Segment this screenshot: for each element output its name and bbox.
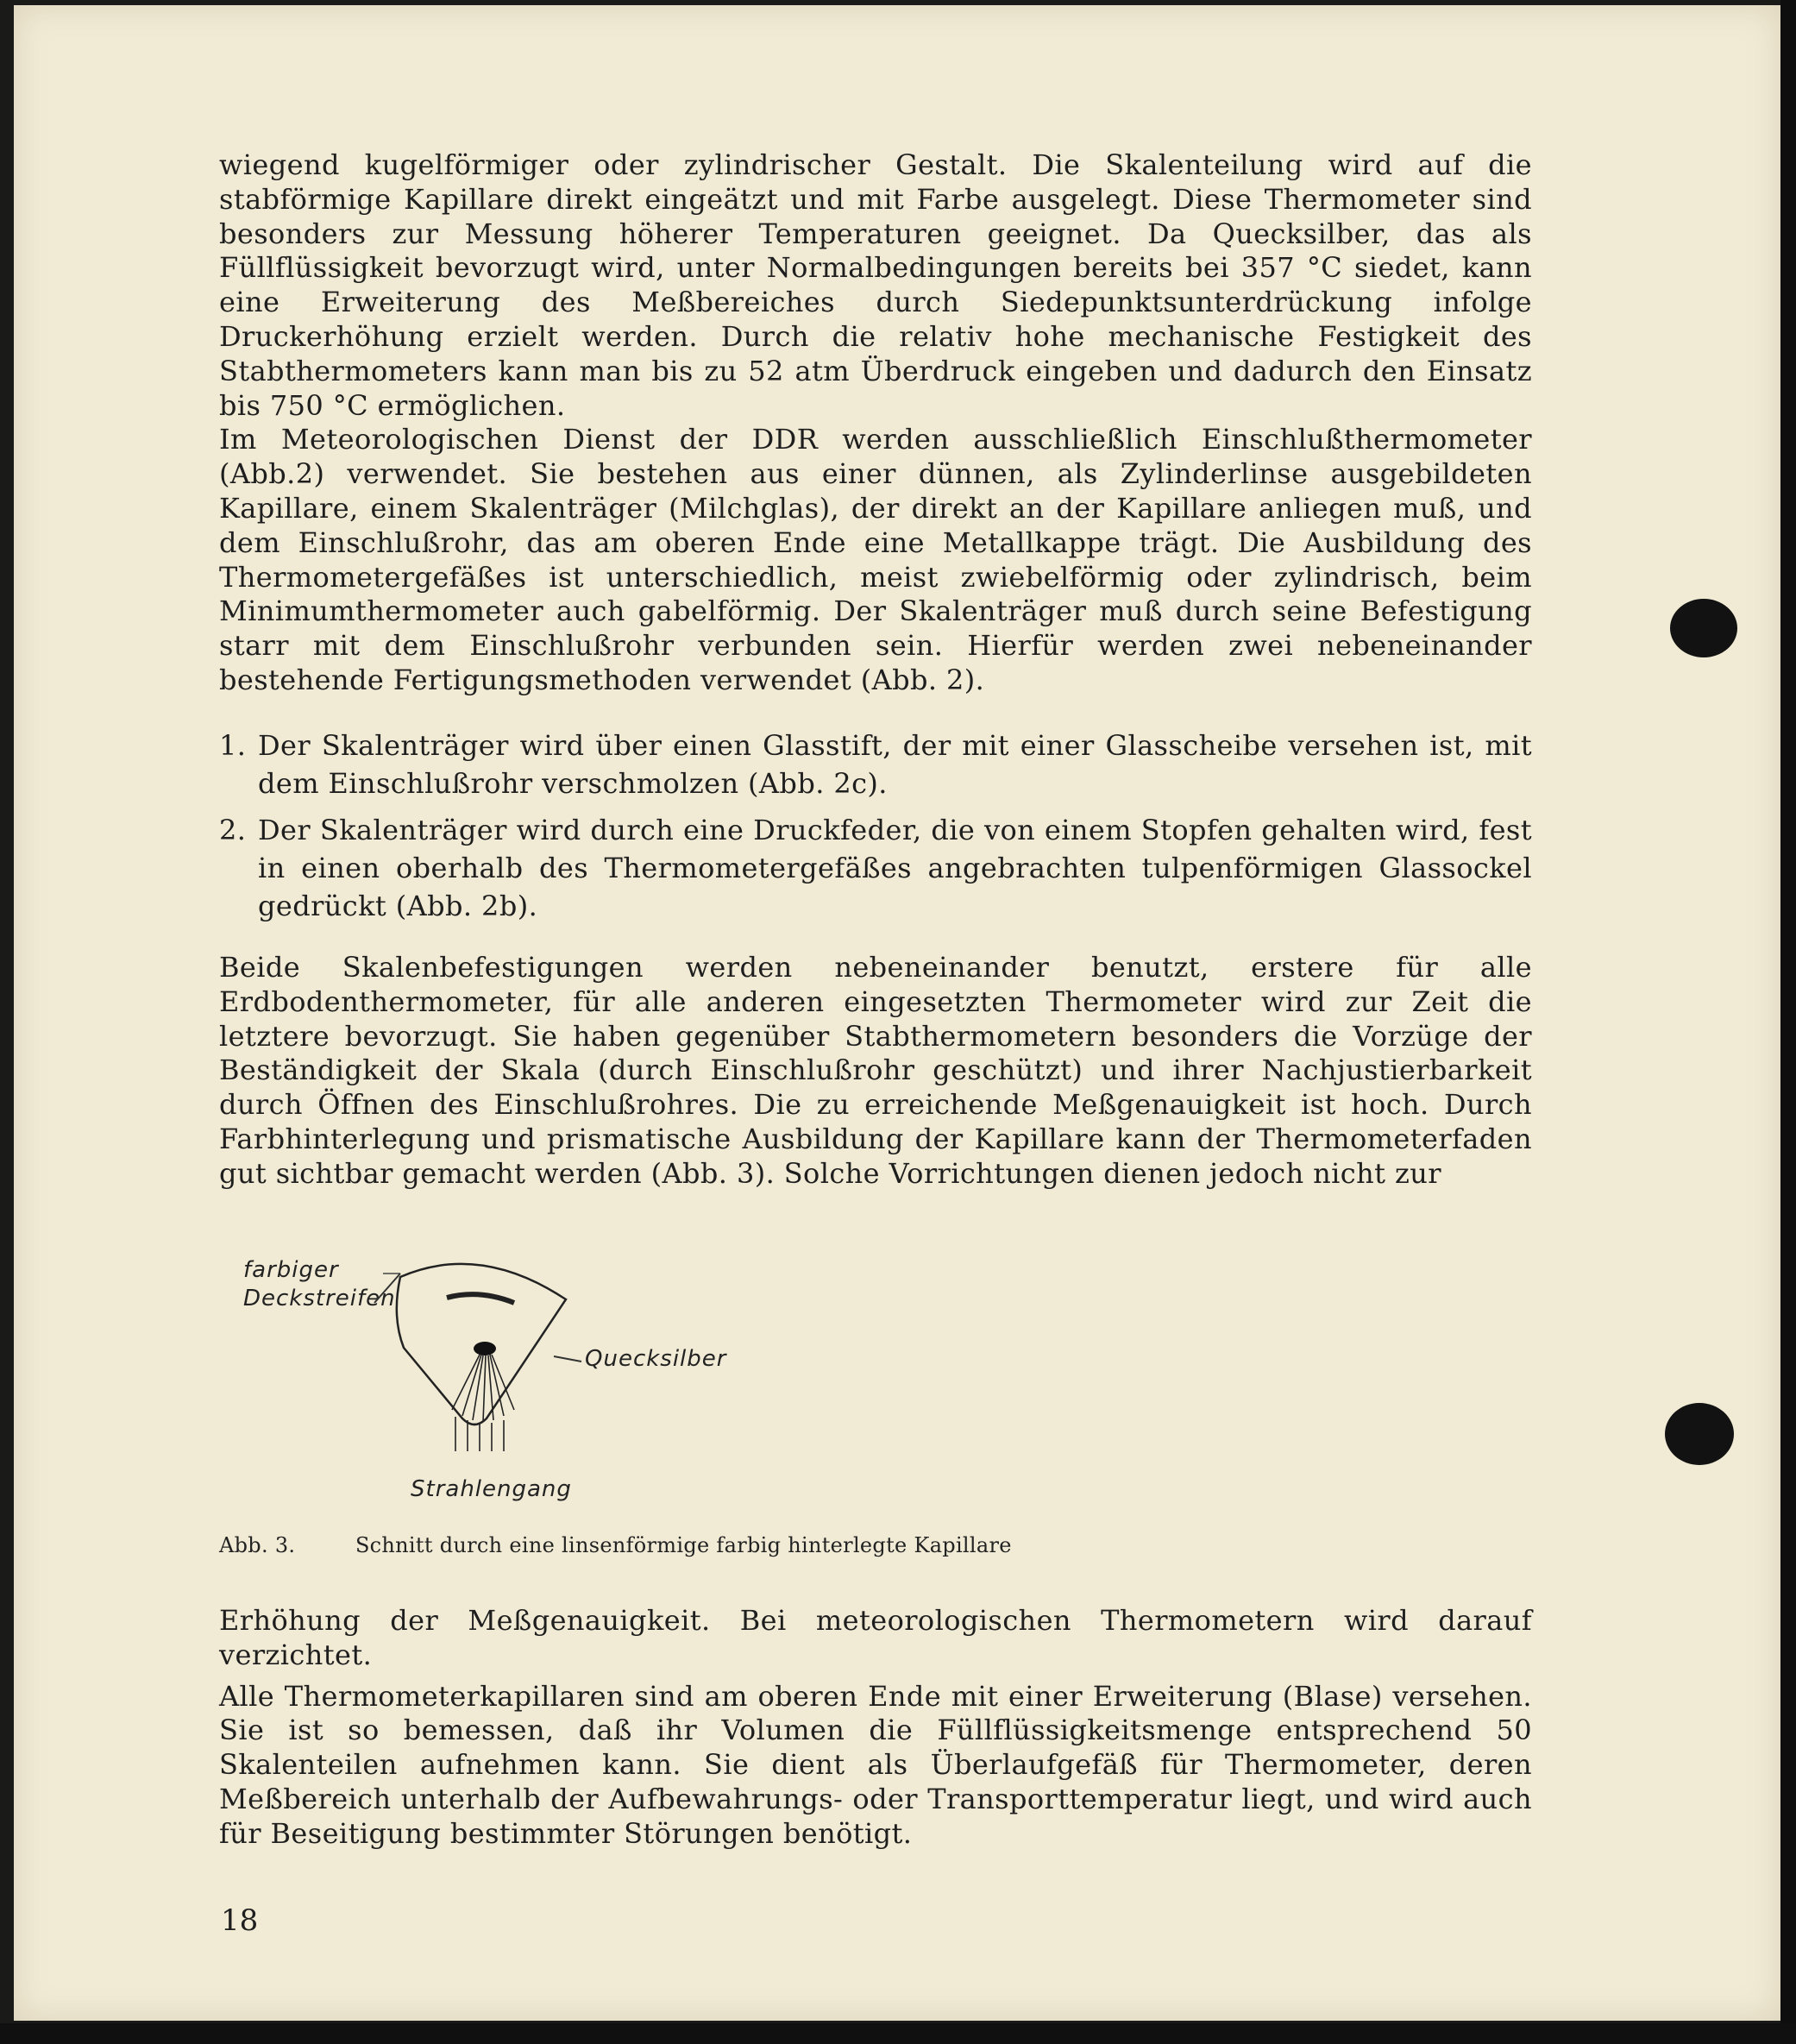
paragraph-1: wiegend kugelförmiger oder zylindrischer Gestalt. Die Skalenteilung wird auf die stabförmige Kapillare direkt eingeätzt und mit Farbe ausgelegt. Diese Thermometer sind besonders zur Messung höherer Temperaturen geeignet. Da Quecksilber, das als Füllflüssigkeit bevorzugt wird, unter Normalbedingungen bereits bei 357 °C siedet, kann eine Erweiterung des Meßbereiches durch Siedepunktsunterdrückung infolge Druckerhöhung erzielt werden. Durch die relativ hohe mechanische Festigkeit des Stabthermometers kann man bis zu 52 atm Überdruck eingeben und dadurch den Einsatz bis 750 °C ermöglichen. — [219, 148, 1532, 422]
paragraph-4-block — [219, 1604, 1532, 1852]
figure-capillary-cross-section — [229, 1248, 764, 1532]
paragraph-2: Im Meteorologischen Dienst der DDR werden ausschließlich Einschlußthermometer (Abb.2) verwendet. Sie bestehen aus einer dünnen, als Zylinderlinse ausgebildeten Kapillare, einem Skalenträger (Milchglas), der direkt an der Kapillare anliegen muß, und dem Einschlußrohr, das am oberen Ende eine Metallkappe trägt. Die Ausbildung des Thermometergefäßes ist unterschiedlich, meist zwiebelförmig oder zylindrisch, beim Minimumthermometer auch gabelförmig. Der Skalenträger muß durch seine Befestigung starr mit dem Einschlußrohr verbunden sein. Hierfür werden zwei nebeneinander bestehende Fertigungsmethoden verwendet (Abb. 2). — [219, 423, 1532, 696]
paragraph-3: Beide Skalenbefestigungen werden nebeneinander benutzt, erstere für alle Erdbodenthermometer, für alle anderen eingesetzten Thermometer wird zur Zeit die letztere bevorzugt. Sie haben gegenüber Stabthermometern besonders die Vorzüge der Beständigkeit der Skala (durch Einschlußrohr geschützt) und ihrer Nachjustierbarkeit durch Öffnen des Einschlußrohres. Die zu erreichende Meßgenauigkeit ist hoch. Durch Farbhinterlegung und prismatische Ausbildung der Kapillare kann der Thermometerfaden gut sichtbar gemacht werden (Abb. 3). Solche Vorrichtungen dienen jedoch nicht zur — [219, 951, 1532, 1190]
numbered-list — [219, 726, 1532, 925]
scan-right-edge — [1780, 0, 1796, 2044]
capillary-diagram — [229, 1248, 764, 1532]
parallel-rays — [455, 1417, 504, 1451]
list-item — [219, 811, 1532, 925]
list-item-number: 2. — [219, 814, 247, 846]
label-farbiger: farbiger — [243, 1257, 339, 1283]
caption-label: Abb. 3. — [219, 1533, 296, 1557]
paragraph-3-block — [219, 951, 1532, 1192]
label-strahlengang: Strahlengang — [411, 1476, 572, 1502]
page-number: 18 — [221, 1903, 259, 1938]
paragraph-1-block — [219, 148, 1532, 698]
list-item-text: Der Skalenträger wird über einen Glasstift, der mit einer Glasscheibe versehen ist, mit dem Einschlußrohr verschmolzen (Abb. 2c). — [258, 729, 1532, 800]
document-page — [14, 5, 1780, 2021]
scan-bottom-edge — [0, 2023, 1796, 2044]
mercury-thread — [474, 1342, 496, 1355]
caption-text: Schnitt durch eine linsenförmige farbig hinterlegte Kapillare — [355, 1533, 1012, 1557]
list-item-text: Der Skalenträger wird durch eine Druckfeder, die von einem Stopfen gehalten wird, fest in einen oberhalb des Thermometergefäßes angebrachten tulpenförmigen Glassockel gedrückt (Abb. 2b). — [258, 814, 1532, 922]
list-item-number: 1. — [219, 729, 247, 762]
paragraph-4: Erhöhung der Meßgenauigkeit. Bei meteorologischen Thermometern wird darauf verzichtet. — [219, 1604, 1532, 1671]
leader-line-quecksilber — [554, 1356, 581, 1362]
label-deckstreifen: Deckstreifen — [243, 1286, 396, 1311]
figure-caption — [219, 1533, 1012, 1557]
paragraph-5: Alle Thermometerkapillaren sind am oberen Ende mit einer Erweiterung (Blase) versehen. Sie ist so bemessen, daß ihr Volumen die Füllflüssigkeitsmenge entsprechend 50 Skalenteilen aufnehmen kann. Sie dient als Überlaufgefäß für Thermometer, deren Meßbereich unterhalb der Aufbewahrungs- oder Transporttemperatur liegt, und wird auch für Beseitigung bestimmter Störungen benötigt. — [219, 1679, 1532, 1850]
label-quecksilber: Quecksilber — [585, 1346, 727, 1372]
punch-hole-top — [1670, 599, 1737, 657]
ray-fan — [452, 1355, 514, 1422]
punch-hole-bottom — [1665, 1403, 1734, 1465]
list-item — [219, 726, 1532, 802]
